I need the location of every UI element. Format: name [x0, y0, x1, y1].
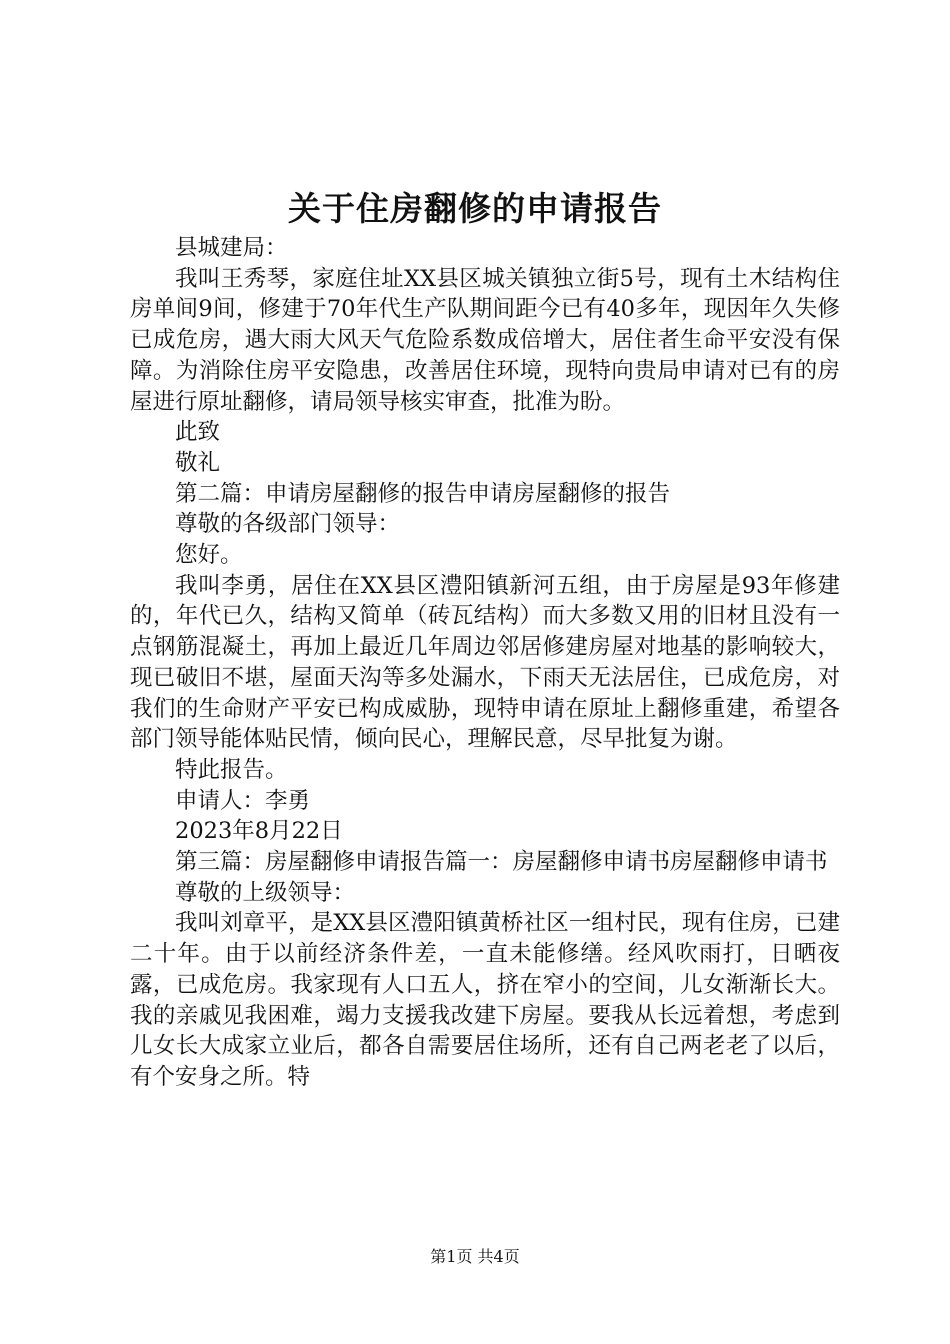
paragraph-applicant-2: 申请人：李勇: [175, 787, 311, 814]
paragraph-salute-1: 敬礼: [175, 449, 221, 476]
page-footer: 第1页 共4页: [430, 1247, 520, 1266]
paragraph-body-3: 我叫刘章平，是XX县区澧阳镇黄桥社区一组村民，现有住房，已建二十年。由于以前经济条件差，一直未能修缮。经风吹雨打，日晒夜露，已成危房。我家现有人口五人，挤在窄小的空间，儿女渐渐长大。我的亲戚见我困难，竭力支援我改建下房屋。要我从长远着想，考虑到儿女长大成家立业后，都各自需要居住场所，还有自己两老老了以后，有个安身之所。特: [130, 910, 840, 1090]
paragraph-date-2: 2023年8月22日: [175, 818, 343, 845]
document-body: [130, 233, 840, 1093]
paragraph-addressee-2: 尊敬的各级部门领导：: [175, 511, 401, 538]
paragraph-greeting-2: 您好。: [175, 542, 243, 569]
paragraph-closing-1: 此致: [175, 419, 221, 446]
document-title: 关于住房翻修的申请报告: [288, 189, 662, 228]
paragraph-body-2: 我叫李勇，居住在XX县区澧阳镇新河五组，由于房屋是93年修建的，年代已久，结构又简单（砖瓦结构）而大多数又用的旧材且没有一点钢筋混凝土，再加上最近几年周边邻居修建房屋对地基的影响较大，现已破旧不堪，屋面天沟等多处漏水，下雨天无法居住，已成危房，对我们的生命财产平安已构成威胁，现特申请在原址上翻修重建，希望各部门领导能体贴民情，倾向民心，理解民意，尽早批复为谢。: [130, 572, 840, 753]
paragraph-section-2-heading: 第二篇：申请房屋翻修的报告申请房屋翻修的报告: [175, 480, 671, 507]
paragraph-section-3-heading: 第三篇：房屋翻修申请报告篇一：房屋翻修申请书房屋翻修申请书: [175, 849, 828, 876]
paragraph-addressee-3: 尊敬的上级领导：: [175, 879, 356, 906]
paragraph-closing-2: 特此报告。: [175, 756, 288, 783]
paragraph-addressee-1: 县城建局：: [175, 235, 288, 261]
paragraph-body-1: 我叫王秀琴，家庭住址XX县区城关镇独立街5号，现有土木结构住房单间9间，修建于70年代生产队期间距今已有40多年，现因年久失修已成危房，遇大雨大风天气危险系数成倍增大，居住者生命平安没有保障。为消除住房平安隐患，改善居住环境，现特向贵局申请对已有的房屋进行原址翻修，请局领导核实审查，批准为盼。: [130, 265, 840, 415]
